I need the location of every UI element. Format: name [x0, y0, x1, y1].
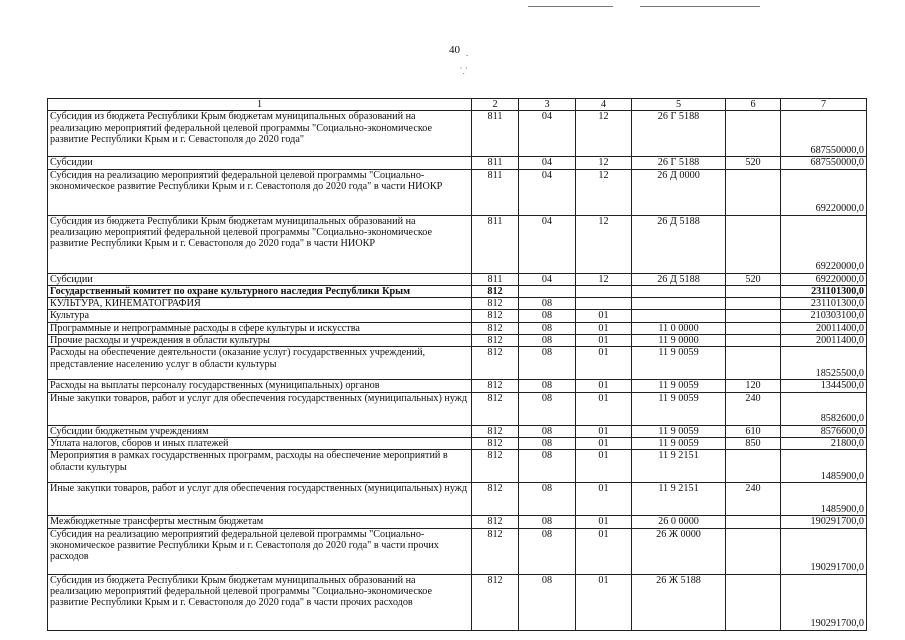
code-subsection: 01	[576, 516, 632, 528]
code-target-article: 11 9 0059	[632, 437, 726, 449]
row-name: Расходы на выплаты персоналу государственных (муниципальных) органов	[48, 380, 472, 392]
code-expense-type	[726, 450, 781, 483]
code-ministry: 812	[472, 483, 519, 516]
code-target-article: 11 9 0059	[632, 392, 726, 425]
code-expense-type: 240	[726, 392, 781, 425]
row-name: Культура	[48, 310, 472, 322]
amount: 21800,0	[781, 437, 867, 449]
scan-mark: .	[466, 48, 469, 58]
row-name: Субсидии	[48, 273, 472, 285]
code-ministry: 812	[472, 335, 519, 347]
code-target-article: 26 Ж 5188	[632, 574, 726, 630]
page-number: 40	[449, 44, 460, 56]
code-target-article: 11 9 0059	[632, 380, 726, 392]
row-name: Расходы на обеспечение деятельности (оказание услуг) государственных учреждений, представление населению услуг в области культуры	[48, 347, 472, 380]
code-subsection: 01	[576, 322, 632, 334]
code-target-article: 11 9 0000	[632, 335, 726, 347]
code-expense-type: 520	[726, 273, 781, 285]
amount: 1485900,0	[781, 450, 867, 483]
row-name: Субсидии бюджетным учреждениям	[48, 425, 472, 437]
code-ministry: 812	[472, 322, 519, 334]
code-target-article	[632, 310, 726, 322]
amount: 1344500,0	[781, 380, 867, 392]
table-row	[48, 335, 867, 347]
code-section: 04	[519, 169, 576, 215]
table-row	[48, 347, 867, 380]
code-section: 08	[519, 437, 576, 449]
code-target-article: 26 Г 5188	[632, 157, 726, 169]
column-header: 7	[781, 99, 867, 111]
table-row	[48, 273, 867, 285]
code-subsection: 01	[576, 437, 632, 449]
code-ministry: 812	[472, 392, 519, 425]
column-header: 5	[632, 99, 726, 111]
row-name: КУЛЬТУРА, КИНЕМАТОГРАФИЯ	[48, 298, 472, 310]
code-expense-type	[726, 574, 781, 630]
code-ministry: 811	[472, 273, 519, 285]
amount: 69220000,0	[781, 215, 867, 273]
code-section: 08	[519, 425, 576, 437]
row-name: Субсидия из бюджета Республики Крым бюджетам муниципальных образований на реализацию мероприятий федеральной целевой программы "Социально-экономическое развитие Республики Крым и г. Севастополя до 2020 года" в части прочих расходов	[48, 574, 472, 630]
code-subsection: 12	[576, 215, 632, 273]
table-row	[48, 111, 867, 157]
code-ministry: 812	[472, 425, 519, 437]
code-target-article: 11 0 0000	[632, 322, 726, 334]
row-name: Государственный комитет по охране культурного наследия Республики Крым	[48, 285, 472, 297]
code-subsection: 01	[576, 310, 632, 322]
row-name: Субсидия из бюджета Республики Крым бюджетам муниципальных образований на реализацию мероприятий федеральной целевой программы "Социально-экономическое развитие Республики Крым и г. Севастополя до 2020 года"	[48, 111, 472, 157]
code-expense-type: 120	[726, 380, 781, 392]
amount: 687550000,0	[781, 157, 867, 169]
amount: 1485900,0	[781, 483, 867, 516]
code-section: 08	[519, 483, 576, 516]
amount: 687550000,0	[781, 111, 867, 157]
code-subsection: 12	[576, 273, 632, 285]
amount: 8576600,0	[781, 425, 867, 437]
code-target-article: 11 9 2151	[632, 483, 726, 516]
row-name: Мероприятия в рамках государственных программ, расходы на обеспечение мероприятий в области культуры	[48, 450, 472, 483]
code-ministry: 812	[472, 450, 519, 483]
row-name: Программные и непрограммные расходы в сфере культуры и искусства	[48, 322, 472, 334]
row-name: Уплата налогов, сборов и иных платежей	[48, 437, 472, 449]
code-subsection: 01	[576, 483, 632, 516]
code-expense-type	[726, 215, 781, 273]
code-target-article: 26 0 0000	[632, 516, 726, 528]
code-subsection: 01	[576, 528, 632, 574]
table-row	[48, 380, 867, 392]
code-section: 08	[519, 335, 576, 347]
amount: 190291700,0	[781, 528, 867, 574]
code-subsection: 01	[576, 450, 632, 483]
row-name: Субсидия из бюджета Республики Крым бюджетам муниципальных образований на реализацию мероприятий федеральной целевой программы "Социально-экономическое развитие Республики Крым и г. Севастополя до 2020 года" в части НИОКР	[48, 215, 472, 273]
code-subsection	[576, 285, 632, 297]
code-ministry: 812	[472, 380, 519, 392]
amount: 69220000,0	[781, 273, 867, 285]
amount: 231101300,0	[781, 298, 867, 310]
code-section: 08	[519, 574, 576, 630]
row-name: Субсидия на реализацию мероприятий федеральной целевой программы "Социально-экономическое развитие Республики Крым и г. Севастополя до 2020 года" в части НИОКР	[48, 169, 472, 215]
code-ministry: 812	[472, 574, 519, 630]
row-name: Прочие расходы и учреждения в области культуры	[48, 335, 472, 347]
table-row	[48, 516, 867, 528]
code-section: 08	[519, 516, 576, 528]
amount: 210303100,0	[781, 310, 867, 322]
table-row	[48, 574, 867, 630]
row-name: Иные закупки товаров, работ и услуг для обеспечения государственных (муниципальных) нужд	[48, 483, 472, 516]
code-expense-type	[726, 169, 781, 215]
code-target-article	[632, 285, 726, 297]
table-row	[48, 169, 867, 215]
code-expense-type	[726, 335, 781, 347]
amount: 190291700,0	[781, 574, 867, 630]
code-subsection: 01	[576, 335, 632, 347]
table-row	[48, 425, 867, 437]
code-target-article: 11 9 0059	[632, 425, 726, 437]
scan-edge-line	[528, 6, 613, 7]
code-subsection: 01	[576, 425, 632, 437]
header-row	[48, 99, 867, 111]
code-expense-type	[726, 347, 781, 380]
code-subsection: 01	[576, 347, 632, 380]
table-row	[48, 528, 867, 574]
table-row	[48, 483, 867, 516]
code-expense-type: 520	[726, 157, 781, 169]
column-header: 3	[519, 99, 576, 111]
code-ministry: 812	[472, 285, 519, 297]
code-target-article: 26 Д 0000	[632, 169, 726, 215]
row-name: Субсидии	[48, 157, 472, 169]
code-section: 08	[519, 322, 576, 334]
row-name: Субсидия на реализацию мероприятий федеральной целевой программы "Социально-экономическое развитие Республики Крым и г. Севастополя до 2020 года" в части прочих расходов	[48, 528, 472, 574]
code-section: 08	[519, 310, 576, 322]
code-section: 08	[519, 450, 576, 483]
amount: 20011400,0	[781, 335, 867, 347]
table-row	[48, 437, 867, 449]
code-subsection: 01	[576, 574, 632, 630]
code-target-article: 26 Д 5188	[632, 273, 726, 285]
code-expense-type	[726, 111, 781, 157]
code-section: 08	[519, 528, 576, 574]
table-row	[48, 322, 867, 334]
amount: 20011400,0	[781, 322, 867, 334]
code-ministry: 811	[472, 169, 519, 215]
code-expense-type: 850	[726, 437, 781, 449]
amount: 231101300,0	[781, 285, 867, 297]
amount: 69220000,0	[781, 169, 867, 215]
code-target-article: 11 9 2151	[632, 450, 726, 483]
code-ministry: 812	[472, 310, 519, 322]
table-row	[48, 392, 867, 425]
column-header: 4	[576, 99, 632, 111]
table-row	[48, 298, 867, 310]
code-subsection	[576, 298, 632, 310]
budget-table	[47, 98, 867, 631]
amount: 8582600,0	[781, 392, 867, 425]
row-name: Иные закупки товаров, работ и услуг для обеспечения государственных (муниципальных) нужд	[48, 392, 472, 425]
row-name: Межбюджетные трансферты местным бюджетам	[48, 516, 472, 528]
code-section: 04	[519, 111, 576, 157]
column-header: 1	[48, 99, 472, 111]
code-target-article	[632, 298, 726, 310]
code-ministry: 812	[472, 528, 519, 574]
code-section: 08	[519, 298, 576, 310]
code-section: 04	[519, 215, 576, 273]
code-subsection: 12	[576, 169, 632, 215]
code-section: 08	[519, 347, 576, 380]
code-ministry: 812	[472, 516, 519, 528]
code-expense-type	[726, 285, 781, 297]
code-section: 04	[519, 273, 576, 285]
code-section: 04	[519, 157, 576, 169]
table-row	[48, 215, 867, 273]
code-subsection: 12	[576, 157, 632, 169]
table-row-section-header	[48, 285, 867, 297]
code-subsection: 12	[576, 111, 632, 157]
code-ministry: 812	[472, 298, 519, 310]
table-row	[48, 450, 867, 483]
code-target-article: 26 Д 5188	[632, 215, 726, 273]
code-ministry: 812	[472, 347, 519, 380]
code-target-article: 26 Г 5188	[632, 111, 726, 157]
code-expense-type: 240	[726, 483, 781, 516]
code-ministry: 811	[472, 215, 519, 273]
code-expense-type	[726, 528, 781, 574]
code-expense-type	[726, 298, 781, 310]
code-section	[519, 285, 576, 297]
amount: 18525500,0	[781, 347, 867, 380]
scan-edge-line	[640, 6, 760, 7]
column-header: 6	[726, 99, 781, 111]
code-expense-type	[726, 516, 781, 528]
code-subsection: 01	[576, 380, 632, 392]
code-expense-type: 610	[726, 425, 781, 437]
code-section: 08	[519, 380, 576, 392]
table-row	[48, 310, 867, 322]
code-ministry: 812	[472, 437, 519, 449]
code-expense-type	[726, 310, 781, 322]
code-subsection: 01	[576, 392, 632, 425]
code-target-article: 11 9 0059	[632, 347, 726, 380]
code-ministry: 811	[472, 111, 519, 157]
code-expense-type	[726, 322, 781, 334]
scan-mark: ⸪	[460, 66, 468, 76]
column-header: 2	[472, 99, 519, 111]
table-row	[48, 157, 867, 169]
code-target-article: 26 Ж 0000	[632, 528, 726, 574]
code-section: 08	[519, 392, 576, 425]
amount: 190291700,0	[781, 516, 867, 528]
code-ministry: 811	[472, 157, 519, 169]
